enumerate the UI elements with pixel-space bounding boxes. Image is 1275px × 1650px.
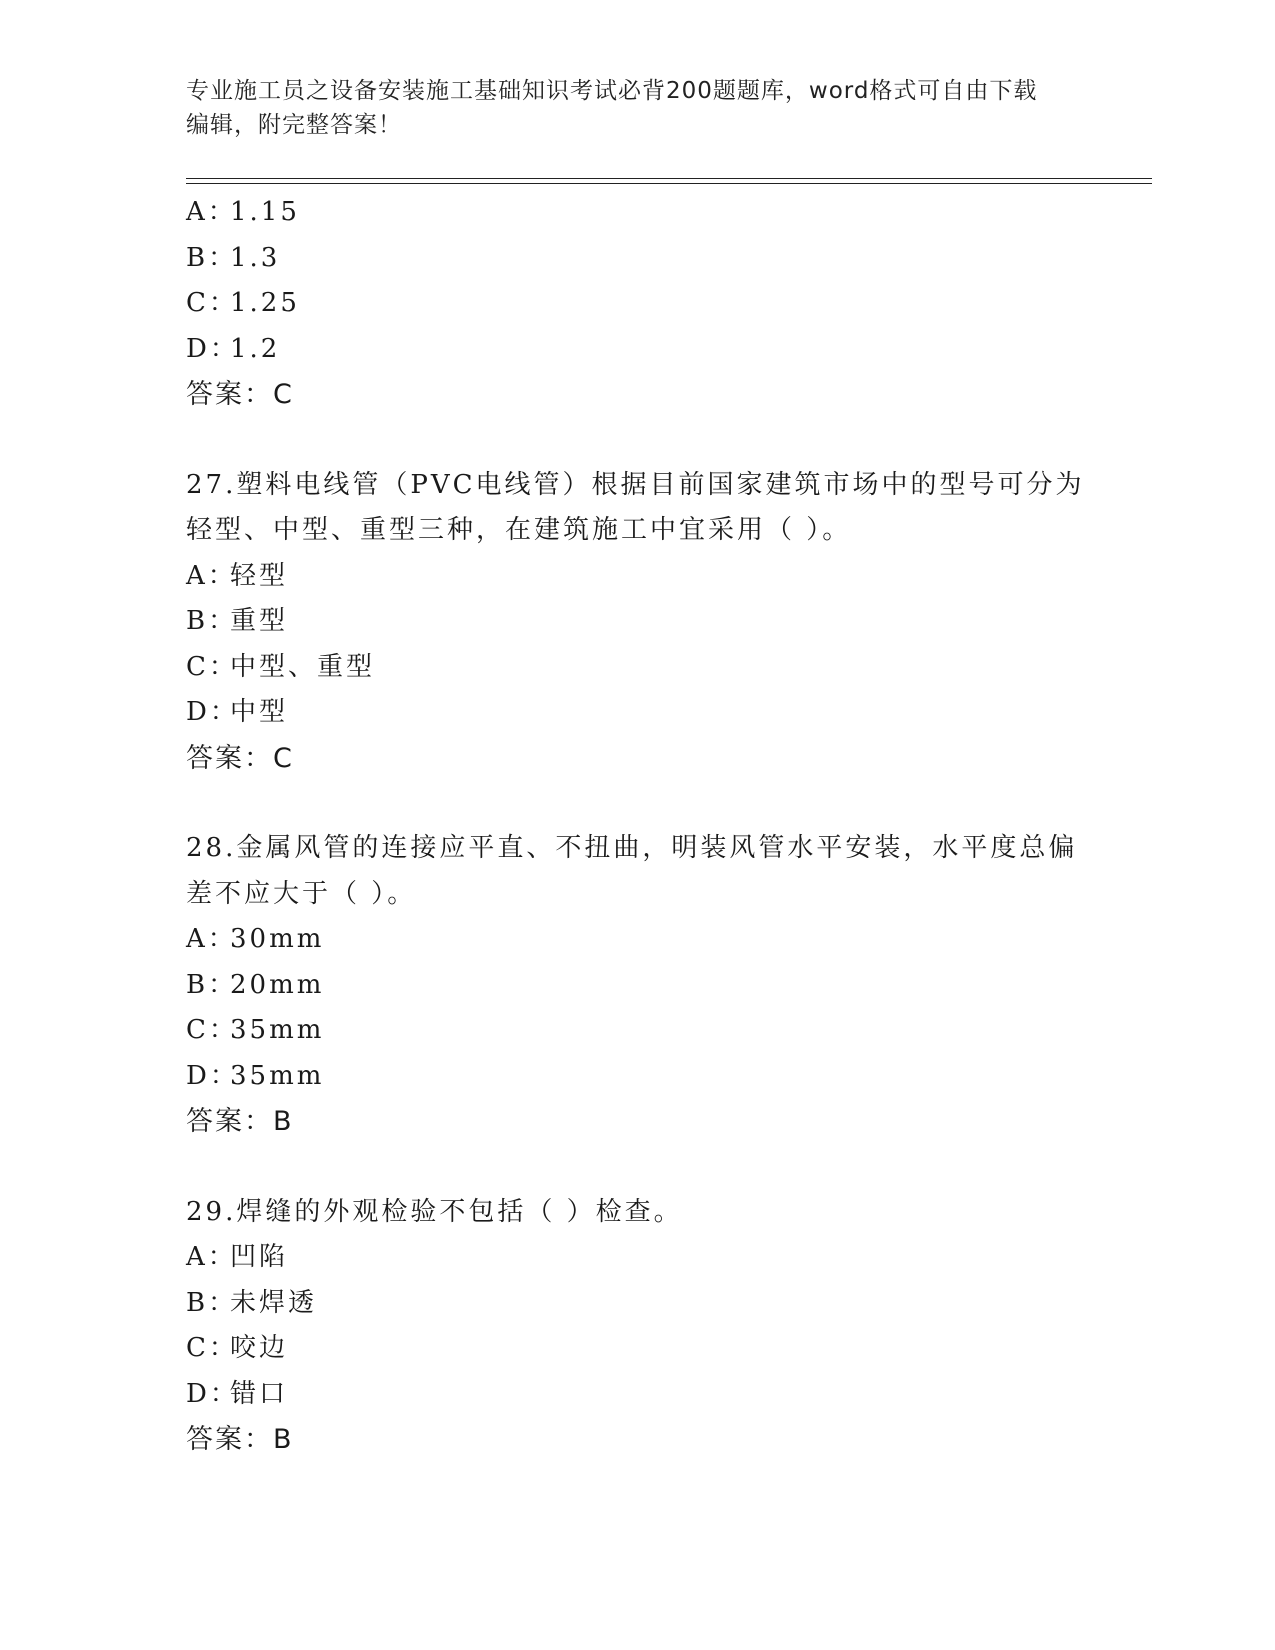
- question-27: [186, 463, 1086, 782]
- option-c: [186, 645, 1086, 691]
- page-header: [186, 74, 1086, 142]
- option-letter: C：: [186, 651, 238, 682]
- option-text: 1.3: [230, 242, 281, 273]
- option-text: 未焊透: [230, 1287, 318, 1318]
- option-a: [186, 917, 1086, 963]
- option-letter: D：: [186, 1060, 239, 1091]
- option-c: [186, 1008, 1086, 1054]
- option-a: [186, 1235, 1086, 1281]
- option-letter: A：: [186, 560, 237, 591]
- option-text: 中型: [230, 697, 289, 727]
- question-text-line-1: 29.焊缝的外观检验不包括（ ）检查。: [186, 1196, 683, 1227]
- header-line-2: 编辑，附完整答案！: [186, 112, 402, 138]
- option-b: [186, 236, 1086, 282]
- header-rule-top: [186, 178, 1152, 179]
- option-letter: A：: [186, 197, 237, 227]
- question-text-line-2: 差不应大于（ ）。: [186, 878, 417, 909]
- option-text: 35mm: [230, 1060, 325, 1091]
- option-text: 咬边: [230, 1333, 289, 1363]
- option-d: [186, 327, 1086, 373]
- option-text: 凹陷: [230, 1242, 289, 1272]
- option-d: [186, 1372, 1086, 1418]
- option-c: [186, 1326, 1086, 1372]
- option-text: 1.15: [230, 197, 300, 227]
- option-letter: D：: [186, 697, 239, 727]
- option-letter: C：: [186, 1333, 238, 1363]
- option-text: 轻型: [230, 560, 289, 591]
- option-letter: B：: [186, 969, 238, 1000]
- question-text: [186, 463, 1086, 554]
- option-text: 20mm: [230, 969, 325, 1000]
- answer: 答案：B: [186, 1424, 294, 1455]
- option-letter: A：: [186, 1242, 237, 1272]
- question-28: [186, 826, 1086, 1145]
- question-list: [186, 190, 1086, 1463]
- question-26: [186, 190, 1086, 418]
- option-letter: D：: [186, 333, 239, 364]
- option-text: 1.2: [230, 333, 281, 364]
- option-letter: B：: [186, 606, 238, 636]
- option-c: [186, 281, 1086, 327]
- option-text: 中型、重型: [230, 651, 376, 682]
- spacer: [186, 781, 1086, 826]
- question-text: [186, 826, 1086, 917]
- option-letter: C：: [186, 288, 238, 318]
- question-text-line-1: 27.塑料电线管（PVC电线管）根据目前国家建筑市场中的型号可分为: [186, 469, 1085, 500]
- answer: 答案：C: [186, 742, 294, 774]
- spacer: [186, 418, 1086, 463]
- spacer: [186, 1145, 1086, 1190]
- option-text: 重型: [230, 606, 289, 636]
- answer: 答案：B: [186, 1106, 294, 1137]
- option-text: 1.25: [230, 288, 300, 318]
- option-text: 30mm: [230, 924, 325, 954]
- question-text-line-2: 轻型、中型、重型三种，在建筑施工中宜采用（ ）。: [186, 515, 852, 545]
- option-b: [186, 963, 1086, 1009]
- answer: 答案：C: [186, 379, 294, 410]
- question-text: [186, 1190, 1086, 1236]
- option-letter: D：: [186, 1378, 239, 1409]
- option-letter: B：: [186, 1287, 238, 1318]
- header-line-1: 专业施工员之设备安装施工基础知识考试必背200题题库，word格式可自由下载: [186, 78, 1038, 104]
- option-text: 35mm: [230, 1015, 325, 1045]
- option-b: [186, 599, 1086, 645]
- option-letter: C：: [186, 1015, 238, 1045]
- question-text-line-1: 28.金属风管的连接应平直、不扭曲，明装风管水平安装，水平度总偏: [186, 833, 1078, 863]
- header-rule-bottom: [186, 183, 1152, 184]
- option-d: [186, 1054, 1086, 1100]
- option-letter: A：: [186, 924, 237, 954]
- option-d: [186, 690, 1086, 736]
- option-a: [186, 554, 1086, 600]
- question-29: [186, 1190, 1086, 1463]
- option-letter: B：: [186, 242, 238, 273]
- option-a: [186, 190, 1086, 236]
- option-text: 错口: [230, 1378, 289, 1409]
- option-b: [186, 1281, 1086, 1327]
